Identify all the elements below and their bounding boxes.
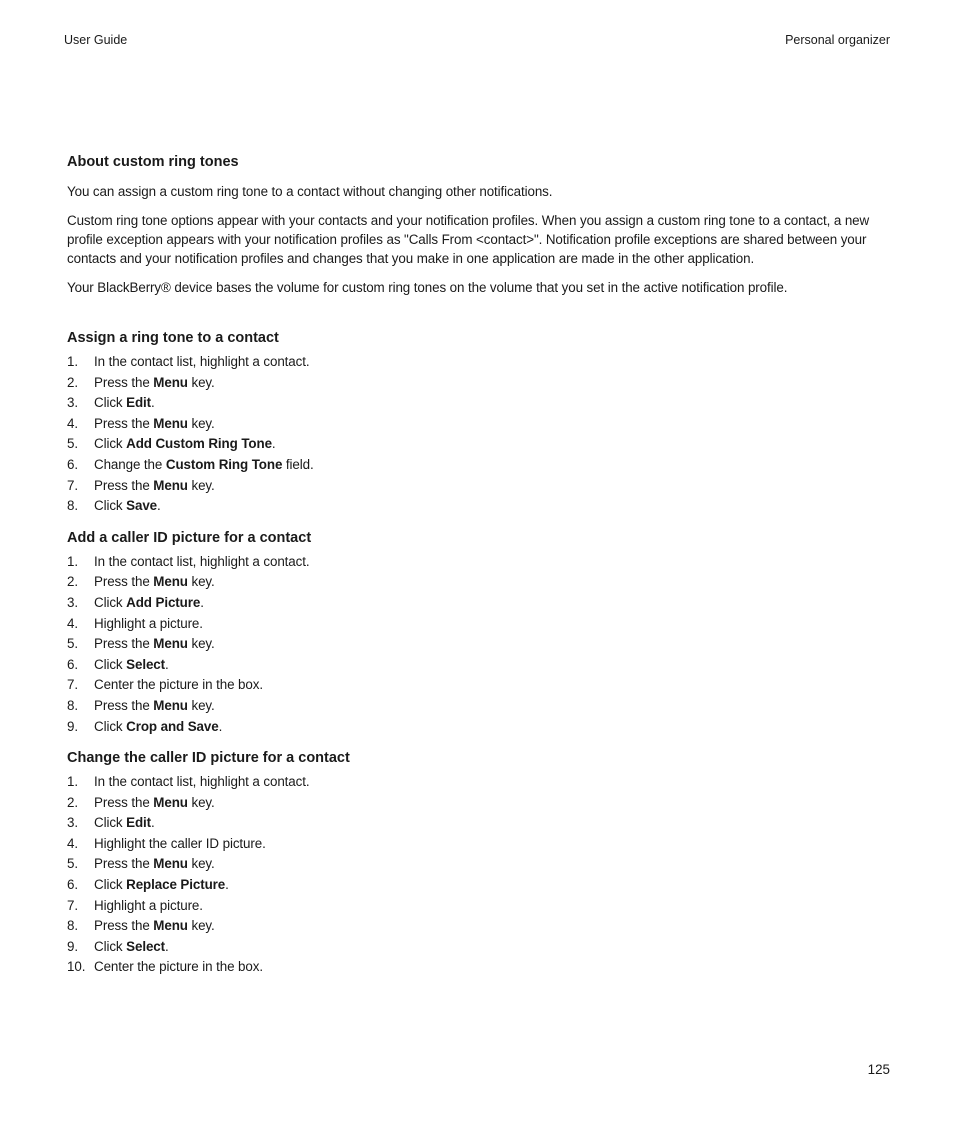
section-title: Change the caller ID picture for a contact [67,750,350,767]
step-number: 7. [67,677,78,693]
list-item [67,476,893,497]
step-text: Press the [94,477,154,493]
step-ui-term: Menu [153,574,188,590]
list-item [67,552,893,573]
step-number: 2. [67,794,78,810]
step-number: 6. [67,456,78,472]
step-text-suffix: key. [187,574,215,590]
step-ui-term: Save [126,498,158,514]
list-item [67,916,893,937]
step-text: Press the [94,415,154,431]
step-text-suffix: key. [187,636,215,652]
list-item [67,572,893,593]
section-assign-ring-tone [67,328,893,517]
page-number: 125 [867,1062,890,1077]
list-item [67,834,893,855]
step-number: 4. [67,415,78,431]
step-text-suffix: key. [187,415,215,431]
step-text-suffix: key. [187,856,215,872]
step-text-suffix: . [151,815,155,831]
step-text: Click [94,718,127,734]
paragraph: Your BlackBerry® device bases the volume for custom ring tones on the volume that you set in the active notification profile. [67,280,788,295]
step-text: Press the [94,794,154,810]
list-item [67,634,893,655]
step-text: Click [94,498,127,514]
step-text: Click [94,877,127,893]
list-item [67,496,893,517]
steps-list [67,772,893,978]
page-header [64,33,890,49]
step-text: Press the [94,856,154,872]
step-text: Press the [94,374,154,390]
step-text-suffix: key. [187,374,215,390]
step-text: Center the picture in the box. [94,959,263,975]
step-number: 5. [67,856,78,872]
section-add-caller-id-picture [67,528,893,737]
step-text-suffix: key. [187,697,215,713]
step-text-suffix: . [271,436,276,452]
step-text-suffix: key. [187,918,215,934]
step-ui-term: Menu [153,415,188,431]
step-number: 6. [67,877,78,893]
step-text: Press the [94,574,154,590]
step-text: Press the [94,918,154,934]
step-number: 3. [67,395,78,411]
step-number: 5. [67,636,78,652]
list-item [67,614,893,635]
step-ui-term: Replace Picture [126,877,226,893]
step-number: 8. [67,498,78,514]
steps-list [67,352,893,517]
paragraph: You can assign a custom ring tone to a contact without changing other notifications. [67,184,553,199]
step-text: In the contact list, highlight a contact. [94,354,310,369]
list-item [67,675,893,696]
list-item [67,772,893,793]
list-item [67,434,893,455]
step-text-suffix: . [218,718,223,734]
step-text-suffix: . [200,594,204,610]
list-item [67,717,893,738]
list-item [67,696,893,717]
step-number: 10. [67,959,86,975]
step-text-suffix: . [157,498,161,514]
step-text: Press the [94,636,154,652]
step-number: 4. [67,835,78,851]
step-number: 7. [67,897,78,913]
step-ui-term: Edit [126,815,152,831]
list-item [67,593,893,614]
step-number: 9. [67,718,78,734]
step-text: Highlight a picture. [94,897,203,913]
step-text-suffix: . [225,877,229,893]
step-text: Press the [94,697,154,713]
step-text-suffix: . [151,395,155,411]
step-text-suffix: . [165,656,169,672]
step-number: 3. [67,594,78,610]
step-text: Click [94,815,127,831]
step-ui-term: Custom Ring Tone [165,456,283,472]
step-text: In the contact list, highlight a contact. [94,553,310,569]
step-ui-term: Menu [153,697,188,713]
list-item [67,896,893,917]
step-ui-term: Add Custom Ring Tone [126,436,272,452]
step-number: 8. [67,697,78,713]
step-ui-term: Menu [153,794,188,810]
header-doc-title: User Guide [64,33,128,47]
step-text-suffix: . [165,938,169,954]
step-number: 6. [67,656,78,672]
section-title: About custom ring tones [67,154,239,170]
list-item [67,854,893,875]
step-number: 9. [67,938,78,954]
step-text: Click [94,938,127,954]
step-ui-term: Select [126,656,165,672]
step-text-suffix: key. [187,794,215,810]
step-text: Click [94,395,127,411]
step-ui-term: Menu [153,477,188,493]
step-text: Change the [94,456,166,472]
step-text-suffix: key. [187,477,215,493]
list-item [67,373,893,394]
step-ui-term: Edit [126,395,152,411]
step-number: 8. [67,918,78,934]
step-number: 3. [67,815,78,831]
step-number: 5. [67,436,78,452]
step-text-suffix: field. [282,456,314,472]
header-chapter-title: Personal organizer [785,33,890,47]
step-ui-term: Add Picture [126,594,201,610]
step-text: In the contact list, highlight a contact. [94,774,310,790]
step-number: 4. [67,615,78,631]
list-item [67,352,893,373]
step-text: Click [94,594,127,610]
step-ui-term: Menu [153,636,188,652]
step-number: 1. [67,553,78,569]
section-about-custom-ring-tones [67,152,893,297]
paragraph: Custom ring tone options appear with your contacts and your notification profiles. When you assign a custom ring tone to a contact, a new profile exception appears with your notification profiles as "Calls From <contact>". Notification profile exceptions are shared between your contacts and your notification profiles and changes that you make in one application are made in the other application. [67,213,870,266]
list-item [67,655,893,676]
list-item [67,793,893,814]
step-number: 1. [67,354,78,369]
list-item [67,957,893,978]
section-change-caller-id-picture [67,748,893,978]
list-item [67,875,893,896]
list-item [67,393,893,414]
list-item [67,414,893,435]
step-text: Click [94,436,127,452]
section-title: Add a caller ID picture for a contact [67,529,312,546]
page-content [67,152,893,978]
step-text: Highlight the caller ID picture. [94,835,266,851]
list-item [67,455,893,476]
step-text: Center the picture in the box. [94,677,263,693]
steps-list [67,552,893,737]
section-title: Assign a ring tone to a contact [67,330,279,346]
list-item [67,813,893,834]
step-number: 7. [67,477,78,493]
step-ui-term: Crop and Save [126,718,219,734]
step-ui-term: Menu [153,856,188,872]
list-item [67,937,893,958]
step-text: Highlight a picture. [94,615,203,631]
step-number: 1. [67,774,78,790]
step-text: Click [94,656,127,672]
step-ui-term: Menu [153,374,188,390]
step-number: 2. [67,374,78,390]
step-number: 2. [67,574,78,590]
step-ui-term: Select [126,938,165,954]
step-ui-term: Menu [153,918,188,934]
